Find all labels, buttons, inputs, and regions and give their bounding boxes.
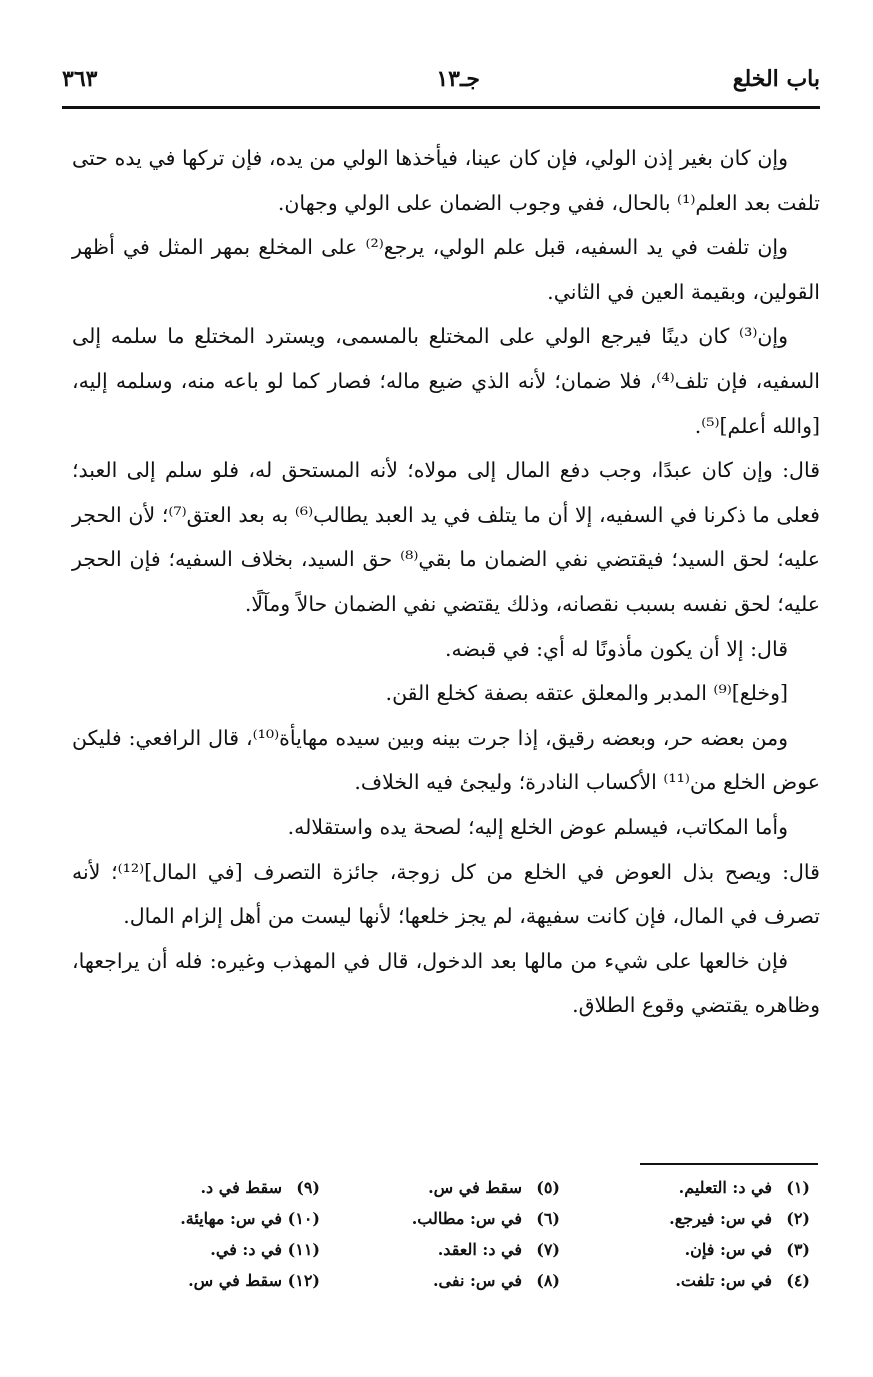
footnote xyxy=(580,1203,810,1234)
header-rule xyxy=(62,106,820,109)
paragraph: [وخلع]⁽⁹⁾ المدبر والمعلق عتقه بصفة كخلع القن. xyxy=(385,681,788,706)
volume-number: جـ١٣ xyxy=(436,66,480,92)
footnote-number: (١١) xyxy=(287,1240,320,1259)
footnote-text: في س: تلفت. xyxy=(675,1271,772,1290)
paragraph: ومن بعضه حر، وبعضه رقيق، إذا جرت بينه وبين سيده مهايأة⁽¹⁰⁾، قال الرافعي: فليكن عوض الخلع من⁽¹¹⁾ الأكساب النادرة؛ وليجئ فيه الخلاف. xyxy=(72,725,820,795)
running-header xyxy=(62,58,820,98)
footnote-separator xyxy=(640,1163,818,1165)
paragraph: وإن تلفت في يد السفيه، قبل علم الولي، يرجع⁽²⁾ على المخلع بمهر المثل في أظهر القولين، وبقيمة العين في الثاني. xyxy=(72,235,820,304)
footnote-number: (٩) xyxy=(296,1178,320,1197)
chapter-title: باب الخلع xyxy=(732,66,820,92)
footnote-number: (٤) xyxy=(786,1271,810,1290)
footnote-text: في س: فيرجع. xyxy=(669,1209,772,1228)
footnote-number: (٥) xyxy=(536,1178,560,1197)
page-number: ٣٦٣ xyxy=(62,66,98,92)
paragraph: قال: وإن كان عبدًا، وجب دفع المال إلى مولاه؛ لأنه المستحق له، فلو سلم إلى العبد؛ فعلى ما ذكرنا في السفيه، إلا أن ما يتلف في يد العبد يطالب⁽⁶⁾ به بعد العتق⁽⁷⁾؛ لأن الحجر عليه؛ لحق السيد؛ فيقتضي نفي الضمان ما بقي⁽⁸⁾ حق السيد، بخلاف السفيه؛ فإن الحجر عليه؛ لحق نفسه بسبب نقصانه، وذلك يقتضي نفي الضمان حالاً ومآلًا. xyxy=(72,458,820,616)
footnote-column xyxy=(330,1172,560,1296)
footnote-text: في د: التعليم. xyxy=(678,1178,772,1197)
paragraph: فإن خالعها على شيء من مالها بعد الدخول، قال في المهذب وغيره: فله أن يراجعها، وظاهره يقتضي وقوع الطلاق. xyxy=(72,948,820,1018)
footnote-number: (١) xyxy=(786,1178,810,1197)
footnote-number: (٧) xyxy=(536,1240,560,1259)
footnote xyxy=(90,1203,320,1234)
footnote-number: (١٠) xyxy=(287,1209,320,1228)
paragraph: وإن كان بغير إذن الولي، فإن كان عينا، فيأخذها الولي من يده، فإن تركها في يده حتى تلفت بعد العلم⁽¹⁾ بالحال، ففي وجوب الضمان على الولي وجهان. xyxy=(72,146,820,215)
footnote xyxy=(580,1265,810,1296)
footnote xyxy=(330,1234,560,1265)
footnote-text: في س: فإن. xyxy=(684,1240,772,1259)
footnote-text: في د: العقد. xyxy=(437,1240,522,1259)
paragraph: قال: إلا أن يكون مأذونًا له أي: في قبضه. xyxy=(444,636,788,661)
footnote xyxy=(580,1172,810,1203)
main-text xyxy=(72,136,820,1028)
paragraph: وإن⁽³⁾ كان دينًا فيرجع الولي على المختلع بالمسمى، ويسترد المختلع ما سلمه إلى السفيه، فإن تلف⁽⁴⁾، فلا ضمان؛ لأنه الذي ضيع ماله؛ فصار كما لو باعه منه، وسلمه إليه، [والله أعلم]⁽⁵⁾. xyxy=(72,324,820,438)
footnote xyxy=(330,1265,560,1296)
paragraph: قال: ويصح بذل العوض في الخلع من كل زوجة، جائزة التصرف [في المال]⁽¹²⁾؛ لأنه تصرف في المال، فإن كانت سفيهة، لم يجز خلعها؛ لأنها ليست من أهل إلزام المال. xyxy=(72,859,820,929)
footnote xyxy=(90,1265,320,1296)
footnote-text: سقط في د. xyxy=(200,1178,282,1197)
footnote-text: في س: مهايئة. xyxy=(180,1209,282,1228)
footnote-number: (٨) xyxy=(536,1271,560,1290)
footnote xyxy=(580,1234,810,1265)
footnote xyxy=(90,1172,320,1203)
footnote-number: (١٢) xyxy=(287,1271,320,1290)
footnote-number: (٣) xyxy=(786,1240,810,1259)
footnotes xyxy=(100,1172,810,1302)
footnote-text: سقط في س. xyxy=(188,1271,282,1290)
footnote xyxy=(90,1234,320,1265)
footnote-column xyxy=(90,1172,320,1296)
footnote-text: سقط في س. xyxy=(428,1178,522,1197)
footnote xyxy=(330,1172,560,1203)
footnote-text: في س: مطالب. xyxy=(411,1209,522,1228)
footnote-column xyxy=(580,1172,810,1296)
footnote xyxy=(330,1203,560,1234)
footnote-text: في س: نفى. xyxy=(432,1271,522,1290)
paragraph: وأما المكاتب، فيسلم عوض الخلع إليه؛ لصحة يده واستقلاله. xyxy=(287,814,788,839)
footnote-number: (٦) xyxy=(536,1209,560,1228)
footnote-text: في د: في. xyxy=(210,1240,282,1259)
footnote-number: (٢) xyxy=(786,1209,810,1228)
